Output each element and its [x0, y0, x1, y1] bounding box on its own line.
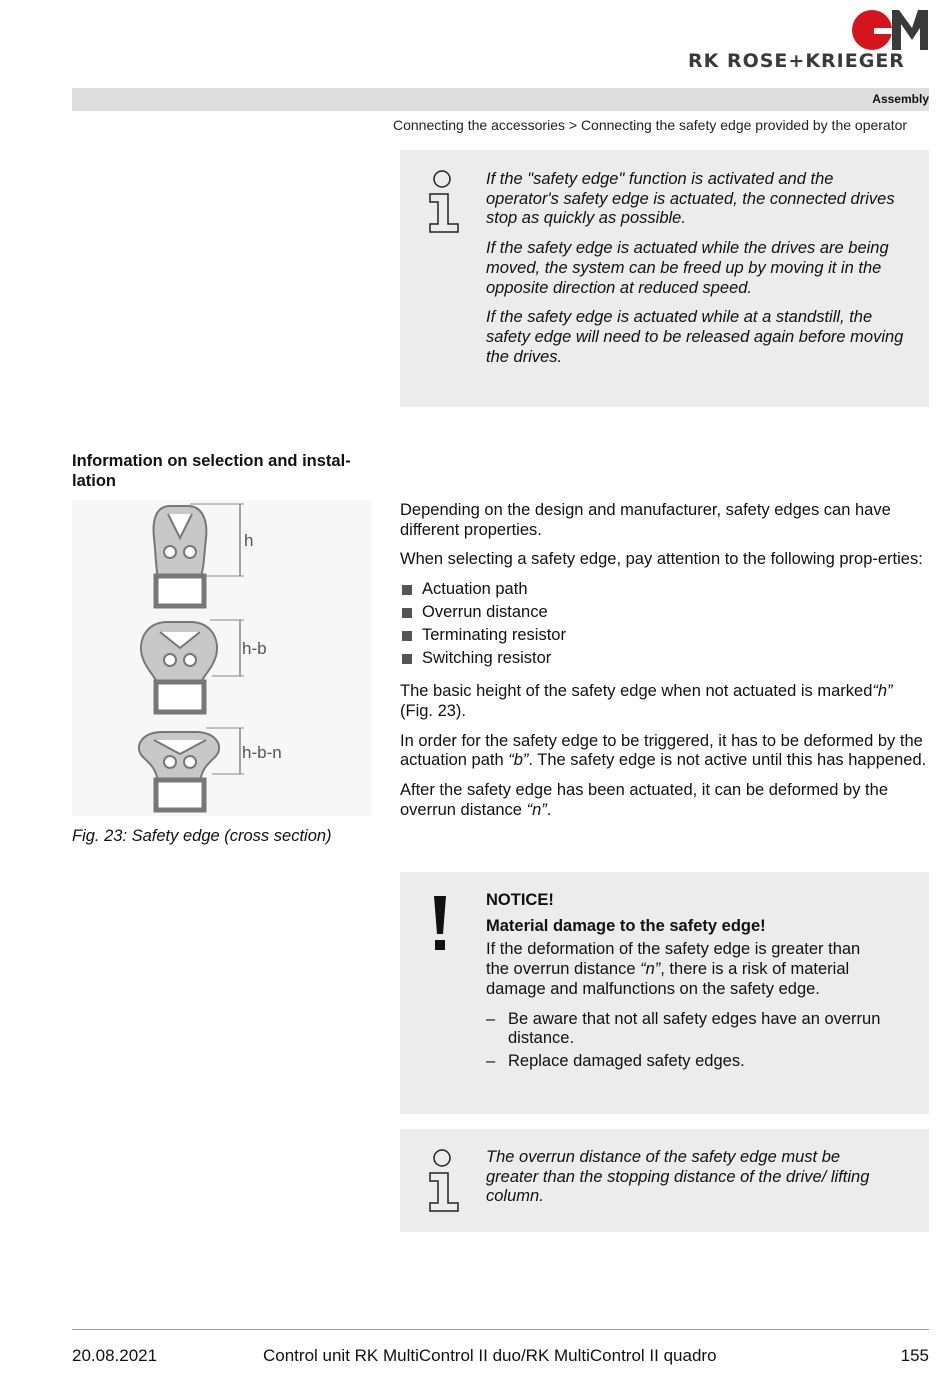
- section-heading: Information on selection and instal-lation: [72, 452, 351, 490]
- bullet-square-icon: [402, 631, 412, 641]
- list-item-label: Replace damaged safety edges.: [508, 1051, 745, 1070]
- main-text: [400, 501, 930, 830]
- info-paragraph: If the safety edge is actuated while at a standstill, the safety edge will need to be released again before moving the drives.: [486, 308, 904, 366]
- notice-actions: [486, 1010, 886, 1072]
- figure-caption: Fig. 23: Safety edge (cross section): [72, 827, 332, 845]
- footer-date: 20.08.2021: [72, 1346, 158, 1365]
- symbol-n: “n”: [640, 960, 661, 979]
- text-span: .: [546, 800, 552, 819]
- text-span: If the deformation of the safety edge is greater than the overrun distance: [486, 940, 861, 979]
- notice-text: [486, 891, 886, 1075]
- list-item: [400, 626, 930, 649]
- paragraph: [400, 732, 930, 771]
- list-item: [486, 1052, 886, 1072]
- footer-divider: [72, 1329, 929, 1330]
- info-box: [400, 1129, 929, 1232]
- list-item: [400, 580, 930, 603]
- bullet-square-icon: [402, 585, 412, 595]
- notice-subtitle: Material damage to the safety edge!: [486, 916, 766, 935]
- paragraph: [400, 682, 930, 721]
- dash-marker: –: [486, 1051, 496, 1070]
- info-box: [400, 150, 929, 407]
- bullet-square-icon: [402, 654, 412, 664]
- text-span: (Fig. 23).: [400, 701, 467, 720]
- info-icon: [426, 170, 462, 234]
- text-span: The basic height of the safety edge when not actuated is marked: [400, 682, 873, 701]
- list-item-label: Switching resistor: [422, 649, 552, 668]
- page-number: 155: [900, 1346, 929, 1365]
- logo-wordmark: RK ROSE+KRIEGER: [688, 50, 905, 72]
- label-h-b-n: h-b-n: [242, 743, 282, 762]
- list-item-label: Be aware that not all safety edges have an overrun distance.: [508, 1009, 881, 1048]
- symbol-h: “h”: [872, 682, 893, 701]
- symbol-n: “n”: [526, 800, 547, 819]
- safety-edge-figure: [72, 500, 372, 816]
- info-paragraph: If the safety edge is actuated while the drives are being moved, the system can be freed up by moving it in the opposite direction at reduced speed.: [486, 239, 889, 297]
- list-item: [400, 649, 930, 672]
- list-item-label: Overrun distance: [422, 603, 548, 622]
- list-item: [400, 603, 930, 626]
- list-item: [486, 1010, 886, 1049]
- footer-title: Control unit RK MultiControl II duo/RK MultiControl II quadro: [263, 1346, 717, 1365]
- symbol-b: “b”: [508, 751, 529, 770]
- text-span: After the safety edge has been actuated, it can be deformed by the overrun distance: [400, 780, 888, 819]
- info-paragraph: If the "safety edge" function is activated and the operator's safety edge is actuated, the connected drives stop as quickly as possible.: [486, 170, 895, 228]
- notice-box: [400, 872, 929, 1114]
- notice-title: NOTICE!: [486, 891, 554, 909]
- profile-h: [154, 506, 207, 606]
- info-icon: [426, 1149, 462, 1213]
- list-item-label: Actuation path: [422, 580, 528, 599]
- paragraph: Depending on the design and manufacturer, safety edges can have different properties.: [400, 501, 891, 539]
- info-box-text: [486, 170, 906, 377]
- breadcrumb: Connecting the accessories > Connecting the safety edge provided by the operator: [393, 117, 908, 133]
- info-box-text: The overrun distance of the safety edge must be greater than the stopping distance of the drive/ lifting column.: [486, 1148, 870, 1206]
- text-span: In order for the safety edge to be triggered, it has to be deformed by the actuation path: [400, 731, 923, 770]
- text-span: . The safety edge is not active until this has happened.: [528, 751, 927, 770]
- dash-marker: –: [486, 1009, 496, 1028]
- section-bar: [72, 88, 929, 111]
- safety-edge-diagram: [72, 500, 372, 816]
- label-h: h: [244, 531, 254, 550]
- paragraph: When selecting a safety edge, pay attention to the following prop-erties:: [400, 550, 923, 569]
- bullet-square-icon: [402, 608, 412, 618]
- notice-paragraph: [486, 940, 886, 999]
- paragraph: [400, 781, 930, 820]
- section-label: Assembly: [872, 92, 929, 106]
- label-h-b: h-b: [242, 639, 267, 658]
- property-list: [400, 580, 930, 672]
- exclamation-icon: [430, 894, 450, 954]
- text-span: , there is a risk of material damage and malfunctions on the safety edge.: [486, 960, 850, 998]
- list-item-label: Terminating resistor: [422, 626, 566, 645]
